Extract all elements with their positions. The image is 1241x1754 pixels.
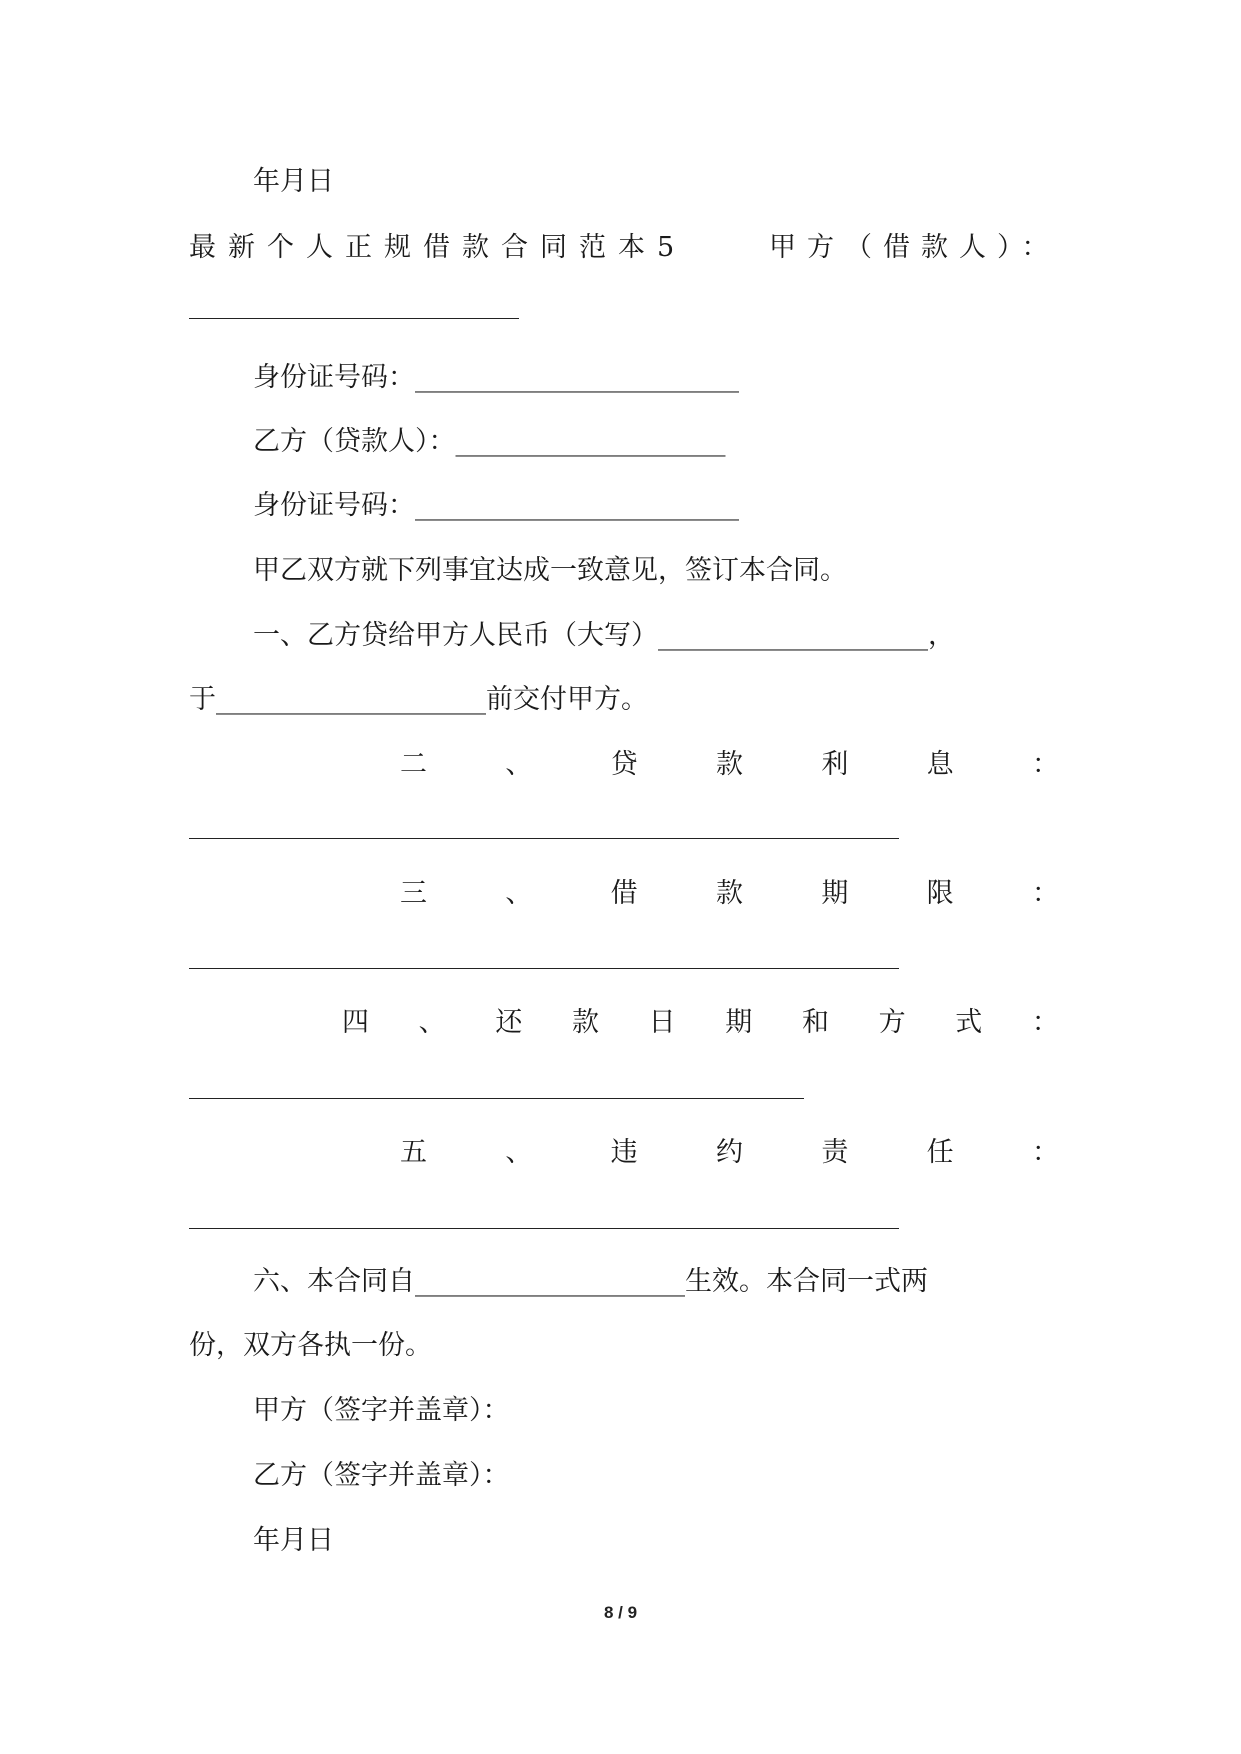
party-a-name-blank <box>189 318 519 319</box>
clause-5-heading <box>400 1133 1059 1173</box>
clause-4-char: 方 <box>878 1007 906 1038</box>
clause-2-char: 贷 <box>610 749 638 780</box>
title-line <box>189 228 1059 268</box>
clause-2-heading <box>400 745 1059 785</box>
party-b-line: 乙方（贷款人）：____________________ <box>253 426 726 457</box>
party-b-signature: 乙方（签字并盖章）： <box>253 1460 510 1491</box>
clause-4-heading <box>342 1003 1059 1043</box>
clause-4-char: 和 <box>801 1007 829 1038</box>
clause-4-char: 期 <box>725 1007 753 1038</box>
clause-5-char: 责 <box>821 1137 849 1168</box>
clause-4-char: 日 <box>648 1007 676 1038</box>
clause-4-number: 四 <box>342 1007 369 1038</box>
clause-4-char: 款 <box>571 1007 599 1038</box>
clause-3-char: 期 <box>821 878 849 909</box>
contract-title: 最新个人正规借款合同范本5 <box>189 232 687 263</box>
clause-3-colon: ： <box>1031 878 1059 909</box>
party-a-id-line: 身份证号码：________________________ <box>253 362 739 393</box>
clause-3-char: 款 <box>715 878 743 909</box>
clause-6-line-2: 份，双方各执一份。 <box>189 1330 432 1361</box>
clause-4-sep: 、 <box>418 1007 446 1038</box>
clause-2-char: 款 <box>715 749 743 780</box>
party-a-signature: 甲方（签字并盖章）： <box>253 1395 510 1426</box>
date-line-top: 年月日 <box>253 166 334 197</box>
clause-3-blank <box>189 968 899 969</box>
clause-5-blank <box>189 1228 899 1229</box>
party-a-heading: 甲方（借款人）： <box>769 232 1060 263</box>
clause-3-char: 限 <box>926 878 954 909</box>
clause-3-heading <box>400 874 1059 914</box>
clause-4-colon: ： <box>1031 1007 1059 1038</box>
clause-2-colon: ： <box>1031 749 1059 780</box>
clause-3-char: 借 <box>610 878 638 909</box>
clause-2-number: 二 <box>400 749 427 780</box>
clause-2-sep: 、 <box>505 749 533 780</box>
page-number: 8 / 9 <box>603 1603 638 1622</box>
clause-1-delivery: 于____________________前交付甲方。 <box>189 684 648 715</box>
clause-1-amount: 一、乙方贷给甲方人民币（大写）____________________， <box>253 620 955 651</box>
clause-4-char: 还 <box>495 1007 523 1038</box>
clause-5-colon: ： <box>1031 1137 1059 1168</box>
clause-5-char: 任 <box>926 1137 954 1168</box>
clause-5-char: 约 <box>715 1137 743 1168</box>
clause-2-char: 利 <box>821 749 849 780</box>
party-b-id-line: 身份证号码：________________________ <box>253 490 739 521</box>
clause-3-number: 三 <box>400 878 427 909</box>
clause-6-line-1: 六、本合同自____________________生效。本合同一式两 <box>253 1266 928 1297</box>
clause-5-char: 违 <box>610 1137 638 1168</box>
agreement-intro: 甲乙双方就下列事宜达成一致意见，签订本合同。 <box>253 555 847 586</box>
clause-2-char: 息 <box>926 749 954 780</box>
clause-5-sep: 、 <box>505 1137 533 1168</box>
clause-4-blank <box>189 1098 804 1099</box>
clause-2-blank <box>189 838 899 839</box>
date-line-bottom: 年月日 <box>253 1525 334 1556</box>
clause-4-char: 式 <box>955 1007 983 1038</box>
clause-5-number: 五 <box>400 1137 427 1168</box>
clause-3-sep: 、 <box>505 878 533 909</box>
